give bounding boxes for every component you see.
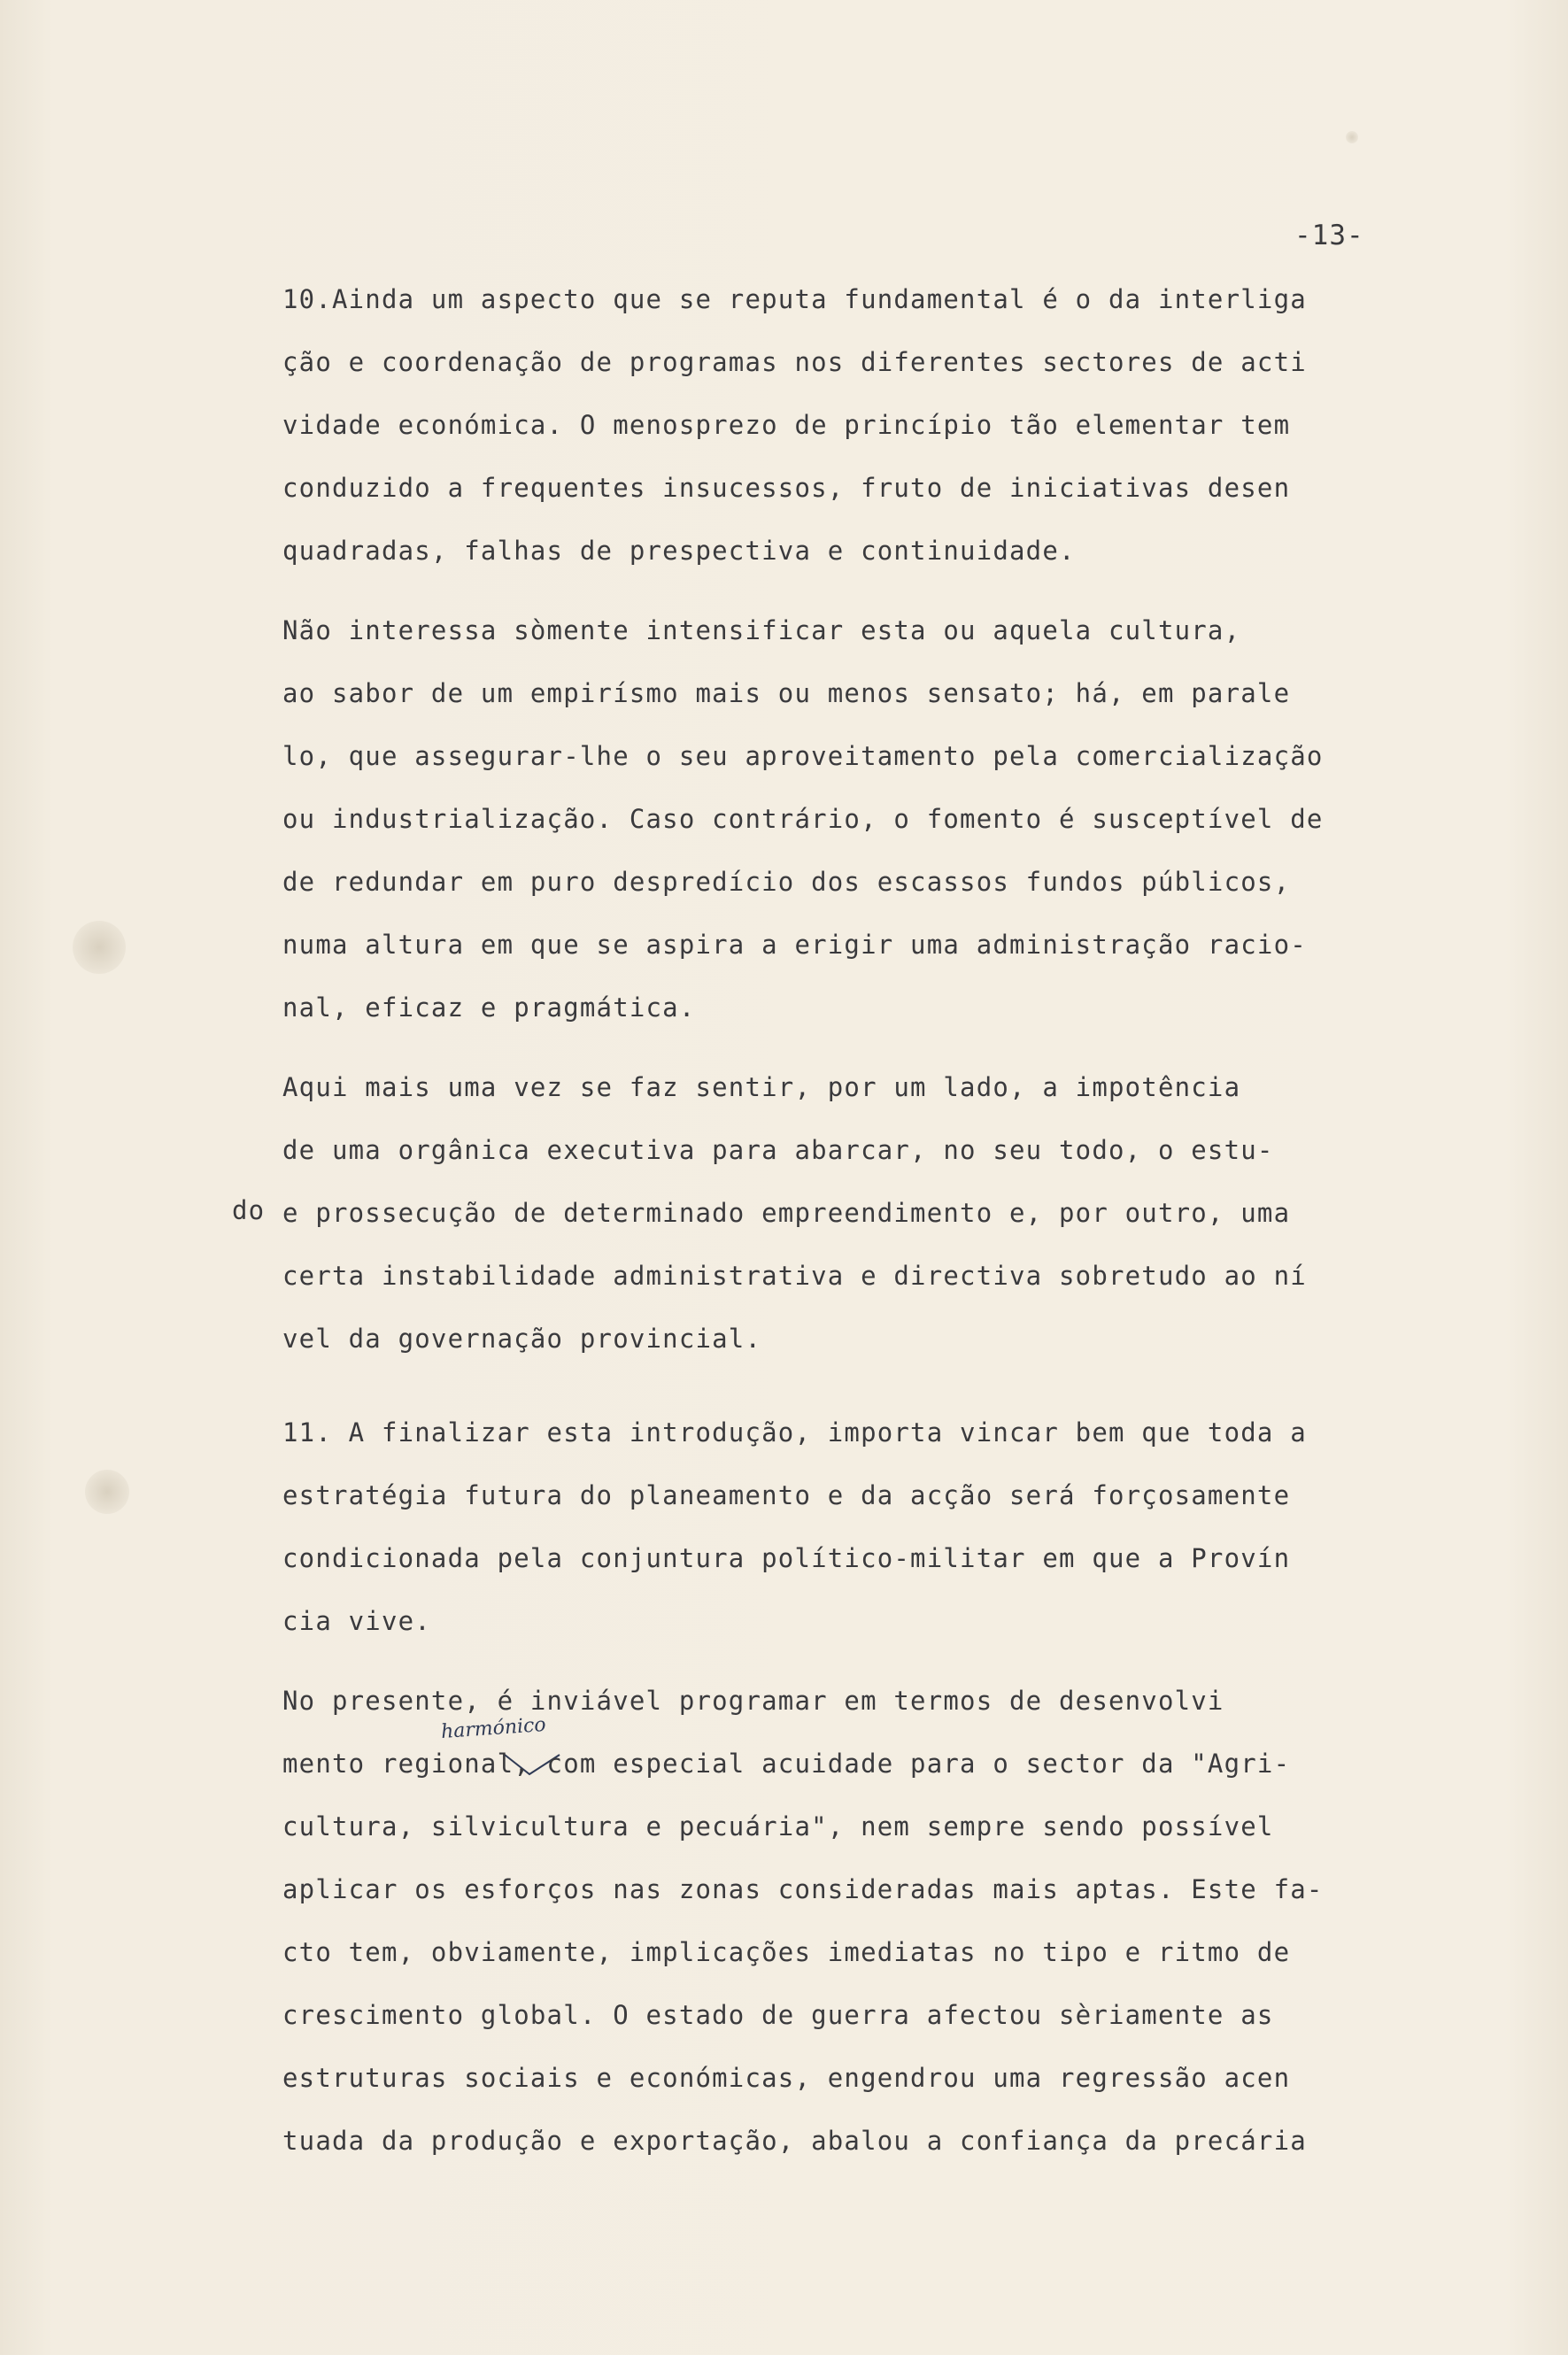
text-line: mento regional, com especial acuidade para o sector da "Agri- <box>282 1749 1291 1779</box>
paper-stain <box>1346 131 1358 143</box>
text-line: e prossecução de determinado empreendimento e, por outro, uma <box>282 1198 1291 1228</box>
margin-note: do <box>232 1195 266 1225</box>
text-line: ao sabor de um empirísmo mais ou menos sensato; há, em parale <box>282 678 1291 708</box>
text-line: conduzido a frequentes insucessos, fruto de iniciativas desen <box>282 473 1291 503</box>
text-line: de uma orgânica executiva para abarcar, no seu todo, o estu- <box>282 1135 1274 1165</box>
text-line: cultura, silvicultura e pecuária", nem sempre sendo possível <box>282 1811 1274 1842</box>
text-line: numa altura em que se aspira a erigir uma administração racio- <box>282 930 1307 960</box>
text-line: tuada da produção e exportação, abalou a confiança da precária <box>282 2126 1307 2156</box>
text-line: 10.Ainda um aspecto que se reputa fundamental é o da interliga <box>282 284 1307 314</box>
paper-stain <box>85 1470 129 1514</box>
text-line: certa instabilidade administrativa e directiva sobretudo ao ní <box>282 1261 1307 1291</box>
text-line: estratégia futura do planeamento e da acção será forçosamente <box>282 1480 1291 1510</box>
text-line: Aqui mais uma vez se faz sentir, por um lado, a impotência <box>282 1072 1241 1102</box>
text-line: Não interessa sòmente intensificar esta ou aquela cultura, <box>282 615 1241 645</box>
text-line: ou industrialização. Caso contrário, o fomento é susceptível de <box>282 804 1324 834</box>
text-line: quadradas, falhas de prespectiva e continuidade. <box>282 536 1076 566</box>
text-line: de redundar em puro despredício dos escassos fundos públicos, <box>282 867 1291 897</box>
text-line: cto tem, obviamente, implicações imediatas no tipo e ritmo de <box>282 1937 1291 1967</box>
text-line: estruturas sociais e económicas, engendrou uma regressão acen <box>282 2063 1291 2093</box>
handwritten-insertion: harmónico <box>440 1713 547 1744</box>
text-line: ção e coordenação de programas nos diferentes sectores de acti <box>282 347 1307 377</box>
text-line: crescimento global. O estado de guerra afectou sèriamente as <box>282 2000 1274 2030</box>
text-line: 11. A finalizar esta introdução, importa vincar bem que toda a <box>282 1417 1307 1448</box>
page-number: -13- <box>1294 220 1364 251</box>
text-line: No presente, é inviável programar em termos de desenvolvi <box>282 1686 1224 1716</box>
text-line: vidade económica. O menosprezo de princípio tão elementar tem <box>282 410 1291 440</box>
text-line: cia vive. <box>282 1606 431 1636</box>
text-line: vel da governação provincial. <box>282 1324 762 1354</box>
paper-stain <box>73 921 126 974</box>
text-line: lo, que assegurar-lhe o seu aproveitamento pela comercialização <box>282 741 1324 771</box>
text-line: aplicar os esforços nas zonas consideradas mais aptas. Este fa- <box>282 1874 1324 1904</box>
text-line: nal, eficaz e pragmática. <box>282 992 696 1023</box>
text-line: condicionada pela conjuntura político-militar em que a Provín <box>282 1543 1291 1573</box>
